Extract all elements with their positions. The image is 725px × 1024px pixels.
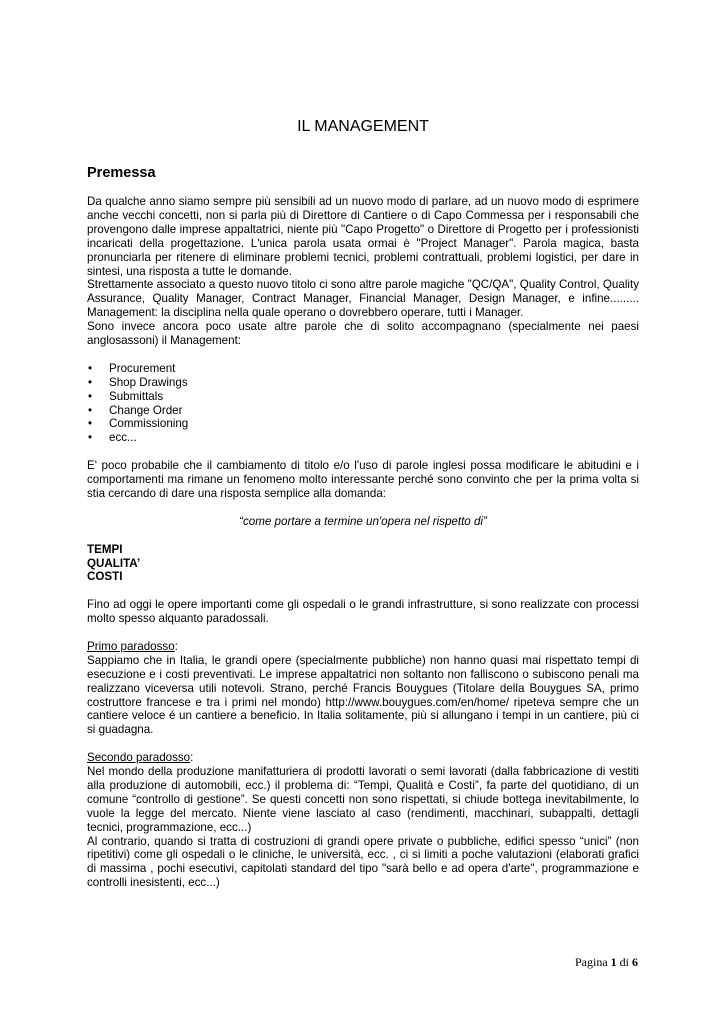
paragraph-intro: Da qualche anno siamo sempre più sensibili ad un nuovo modo di parlare, ad un nuovo modo di esprimere anche vecchi concetti, non si parla più di Direttore di Cantiere o di Capo Commessa per i responsabili che provengono dalle imprese appaltatrici, niente più "Capo Progetto" o Direttore di Progetto per i professionisti incaricati della progettazione. L'unica parola usata ormai è "Project Manager". Parola magica, basta pronunciarla per ritenere di eliminare problemi tecnici, problemi contrattuali, problemi logistici, per dare in sintesi, una risposta a tutte le domande.	[87, 195, 639, 278]
paradox-2-text-1: Nel mondo della produzione manifatturiera di prodotti lavorati o semi lavorati (dalla fabbricazione di vestiti alla produzione di automobili, ecc.) il problema di: “Tempi, Qualità e Costi”, fa parte del quotidiano, di un comune “controllo di gestione”. Se questi concetti non sono rispettati, si chiude bottega inevitabilmente, lo vuole la legge del mercato. Niente viene lasciato al caso (rendimenti, macchinari, subappalti, dettagli tecnici, programmazione, ecc...)	[87, 765, 639, 834]
document-body	[87, 195, 639, 890]
document-title: IL MANAGEMENT	[297, 118, 429, 135]
paragraph-question: E' poco probabile che il cambiamento di titolo e/o l'uso di parole inglesi possa modificare le abitudini e i comportamenti ma rimane un fenomeno molto interessante perché sono convinto che per la prima volta si stia cercando di dare una risposta semplice alla domanda:	[87, 459, 639, 500]
paradox-2-heading: Secondo paradosso:	[87, 751, 194, 765]
quote: “come portare a termine un'opera nel rispetto di”	[239, 514, 487, 528]
paragraph-associated-terms: Strettamente associato a questo nuovo titolo ci sono altre parole magiche "QC/QA", Quality Control, Quality Assurance, Quality Manager, Contract Manager, Financial Manager, Design Manager, e infine......... Management: la disciplina nella quale operano o dovrebbero operare, tutti i Manager.	[87, 278, 639, 320]
list-item: • Submittals	[87, 390, 639, 404]
keyword-costi: COSTI	[87, 570, 123, 584]
terms-list	[87, 362, 639, 445]
paragraph-other-terms: Sono invece ancora poco usate altre parole che di solito accompagnano (specialmente nei paesi anglosassoni) il Management:	[87, 320, 639, 348]
footer-prefix: Pagina	[574, 955, 608, 969]
page-footer	[575, 955, 638, 970]
list-item: • ecc...	[87, 431, 639, 445]
list-item: • Shop Drawings	[87, 376, 639, 390]
paradox-1-label: Primo paradosso	[87, 639, 175, 653]
paradox-1-heading: Primo paradosso:	[87, 639, 178, 653]
footer-current-page: 1	[610, 955, 617, 969]
keyword-tempi: TEMPI	[87, 542, 123, 556]
paradox-1-text: Sappiamo che in Italia, le grandi opere (specialmente pubbliche) non hanno quasi mai rispettato tempi di esecuzione e i costi preventivati. Le imprese appaltatrici non soltanto non falliscono o subiscono penali ma realizzano viceversa utili notevoli. Strano, perché Francis Bouygues (Titolare della Bouygues SA, primo costruttore francese e tra i primi nel mondo) http://www.bouygues.com/en/home/ ripeteva sempre che un cantiere veloce é un cantiere a beneficio. In Italia solitamente, più si allungano i tempi in un cantiere, più ci si guadagna.	[87, 653, 639, 737]
paradox-2-text-2: Al contrario, quando si tratta di costruzioni di grandi opere private o pubbliche, edifici spesso “unici” (non ripetitivi) come gli ospedali o le cliniche, le università, ecc. , ci si limiti a poche valutazioni (elaborati grafici di massima , pochi esecutivi, capitolati standard del tipo "sarà bello e ad opera d'arte", programmazione e controlli inesistenti, ecc...)	[87, 834, 639, 890]
footer-mid: di	[619, 955, 629, 969]
list-item: • Change Order	[87, 404, 639, 418]
footer-total-pages: 6	[632, 955, 638, 969]
paragraph-paradox-intro: Fino ad oggi le opere importanti come gli ospedali o le grandi infrastrutture, si sono realizzate con processi molto spesso alquanto paradossali.	[87, 598, 639, 626]
list-item: • Procurement	[87, 362, 639, 376]
list-item: • Commissioning	[87, 417, 639, 431]
paradox-2-label: Secondo paradosso	[87, 751, 191, 765]
section-heading: Premessa	[87, 165, 156, 181]
keyword-qualita: QUALITA’	[87, 556, 141, 570]
